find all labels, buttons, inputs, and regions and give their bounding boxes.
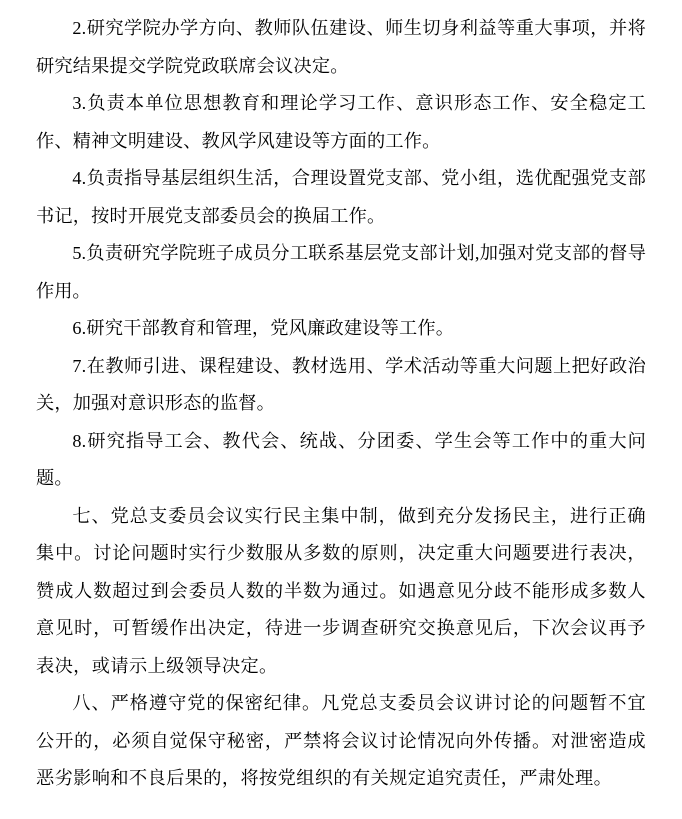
paragraph-item-eight: 八、严格遵守党的保密纪律。凡党总支委员会议讲讨论的问题暂不宜公开的，必须自觉保守秘密，严禁将会议讨论情况向外传播。对泄密造成恶劣影响和不良后果的，将按党组织的有关规定追究责任，严肃处理。 xyxy=(36,693,646,788)
paragraph-item-8: 8.研究指导工会、教代会、统战、分团委、学生会等工作中的重大问题。 xyxy=(36,430,646,488)
paragraph-item-2: 2.研究学院办学方向、教师队伍建设、师生切身利益等重大事项，并将研究结果提交学院党政联席会议决定。 xyxy=(36,18,646,76)
paragraph-item-seven: 七、党总支委员会议实行民主集中制，做到充分发扬民主，进行正确集中。讨论问题时实行少数服从多数的原则，决定重大问题要进行表决，赞成人数超过到会委员人数的半数为通过。如遇意见分歧不能形成多数人意见时，可暂缓作出决定，待进一步调查研究交换意见后，下次会议再予表决，或请示上级领导决定。 xyxy=(36,505,646,676)
paragraph-item-6: 6.研究干部教育和管理，党风廉政建设等工作。 xyxy=(72,318,455,338)
paragraph-item-5: 5.负责研究学院班子成员分工联系基层党支部计划,加强对党支部的督导作用。 xyxy=(36,243,646,301)
paragraph-item-7: 7.在教师引进、课程建设、教材选用、学术活动等重大问题上把好政治关，加强对意识形态的监督。 xyxy=(36,355,646,413)
paragraph-item-3: 3.负责本单位思想教育和理论学习工作、意识形态工作、安全稳定工作、精神文明建设、教风学风建设等方面的工作。 xyxy=(36,93,646,151)
paragraph-item-4: 4.负责指导基层组织生活，合理设置党支部、党小组，选优配强党支部书记，按时开展党支部委员会的换届工作。 xyxy=(36,168,646,226)
